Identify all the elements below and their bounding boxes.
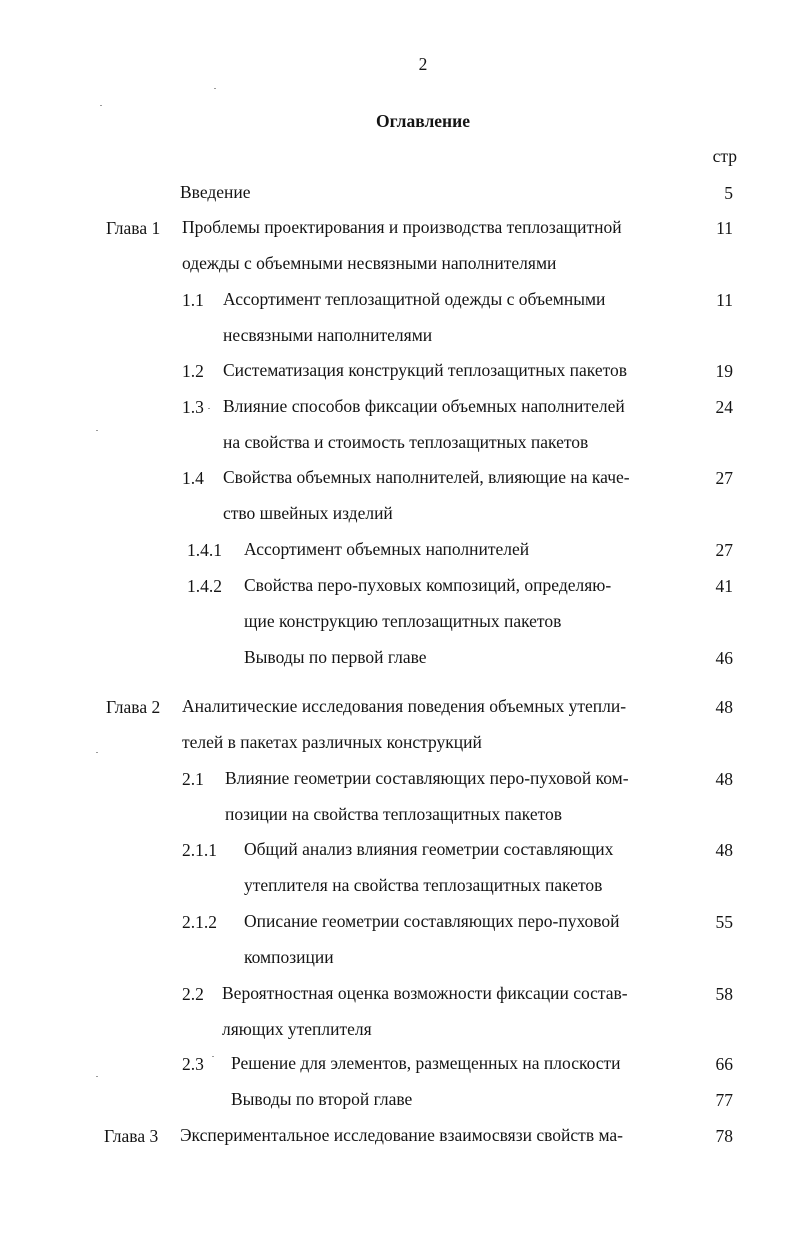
toc-entry-line: Проблемы проектирования и производства теплозащитной bbox=[182, 217, 622, 237]
toc-entry-line: Общий анализ влияния геометрии составляющих bbox=[244, 839, 614, 859]
toc-entry-line: Влияние геометрии составляющих перо-пуховой ком- bbox=[225, 768, 629, 788]
toc-entry-page: 48 bbox=[715, 697, 733, 717]
toc-entry-section-2-1-1 bbox=[0, 840, 793, 912]
toc-entry-text bbox=[244, 831, 613, 903]
scan-speck bbox=[212, 1056, 214, 1057]
toc-entry-label: 1.3 bbox=[182, 397, 204, 417]
scan-speck bbox=[214, 88, 216, 89]
toc-entry-line: Ассортимент объемных наполнителей bbox=[244, 539, 530, 559]
toc-entry-chapter-2 bbox=[0, 697, 793, 769]
scan-speck bbox=[96, 430, 98, 431]
toc-entry-line: на свойства и стоимость теплозащитных пакетов bbox=[223, 432, 589, 452]
toc-entry-line: Свойства объемных наполнителей, влияющие на каче- bbox=[223, 467, 630, 487]
toc-entry-text bbox=[182, 209, 622, 281]
toc-entry-section-2-1-2 bbox=[0, 912, 793, 984]
toc-entry-page: 11 bbox=[716, 290, 733, 310]
toc-entry-line: Описание геометрии составляющих перо-пуховой bbox=[244, 911, 620, 931]
toc-entry-page: 48 bbox=[715, 840, 733, 860]
toc-entry-text bbox=[182, 688, 626, 760]
toc-entry-line: Ассортимент теплозащитной одежды с объемными bbox=[223, 289, 606, 309]
toc-entry-page: 46 bbox=[715, 648, 733, 668]
toc-entry-chapter-3 bbox=[0, 1126, 793, 1162]
toc-entry-line: Влияние способов фиксации объемных наполнителей bbox=[223, 396, 625, 416]
toc-entry-line: Выводы по второй главе bbox=[231, 1089, 413, 1109]
toc-entry-text bbox=[223, 281, 605, 353]
toc-entry-text bbox=[244, 531, 529, 567]
toc-entry-line: Экспериментальное исследование взаимосвязи свойств ма- bbox=[180, 1125, 624, 1145]
toc-entry-line: щие конструкцию теплозащитных пакетов bbox=[244, 611, 562, 631]
toc-entry-label: 2.1.2 bbox=[182, 912, 217, 932]
toc-entry-label: 1.4.1 bbox=[187, 540, 222, 560]
toc-entry-text bbox=[180, 1117, 623, 1153]
toc-entry-label: 1.4.2 bbox=[187, 576, 222, 596]
toc-entry-line: ляющих утеплителя bbox=[222, 1019, 372, 1039]
toc-entry-line: Систематизация конструкций теплозащитных пакетов bbox=[223, 360, 628, 380]
toc-entry-text bbox=[244, 903, 620, 975]
scan-speck bbox=[96, 752, 98, 753]
scan-speck bbox=[208, 408, 210, 409]
toc-entry-text bbox=[223, 352, 627, 388]
toc-entry-chapter-1 bbox=[0, 218, 793, 290]
toc-entry-text bbox=[244, 567, 611, 639]
toc-entry-page: 11 bbox=[716, 218, 733, 238]
toc-entry-page: 58 bbox=[715, 984, 733, 1004]
toc-entry-text bbox=[225, 760, 629, 832]
toc-entry-label: 2.2 bbox=[182, 984, 204, 1004]
toc-entry-text bbox=[223, 459, 630, 531]
toc-entry-text bbox=[231, 1045, 621, 1081]
scan-speck bbox=[100, 105, 102, 106]
toc-entry-line: Аналитические исследования поведения объемных утепли- bbox=[182, 696, 627, 716]
toc-entry-line: Введение bbox=[180, 182, 251, 202]
toc-entry-line: Свойства перо-пуховых композиций, определяю- bbox=[244, 575, 612, 595]
toc-entry-label: 1.1 bbox=[182, 290, 204, 310]
toc-entry-text bbox=[244, 639, 427, 675]
toc-entry-page: 5 bbox=[724, 183, 733, 203]
toc-entry-line: Решение для элементов, размещенных на плоскости bbox=[231, 1053, 621, 1073]
toc-entry-line: утеплителя на свойства теплозащитных пакетов bbox=[244, 875, 603, 895]
toc-entry-text bbox=[222, 975, 628, 1047]
toc-entry-page: 24 bbox=[715, 397, 733, 417]
toc-entry-page: 48 bbox=[715, 769, 733, 789]
toc-entry-label: 1.2 bbox=[182, 361, 204, 381]
toc-entry-label: 1.4 bbox=[182, 468, 204, 488]
toc-entry-page: 77 bbox=[715, 1090, 733, 1110]
toc-entry-label: 2.3 bbox=[182, 1054, 204, 1074]
toc-title: Оглавление bbox=[376, 111, 470, 131]
toc-entry-section-1-4-2 bbox=[0, 576, 793, 648]
toc-entry-page: 66 bbox=[715, 1054, 733, 1074]
toc-entry-page: 41 bbox=[715, 576, 733, 596]
toc-entry-line: Вероятностная оценка возможности фиксации состав- bbox=[222, 983, 628, 1003]
toc-entry-page: 78 bbox=[715, 1126, 733, 1146]
toc-entry-line: телей в пакетах различных конструкций bbox=[182, 732, 482, 752]
toc-entry-page: 55 bbox=[715, 912, 733, 932]
toc-entry-label: Глава 2 bbox=[106, 697, 161, 717]
toc-entry-label: Глава 1 bbox=[106, 218, 161, 238]
toc-entry-line: ство швейных изделий bbox=[223, 503, 393, 523]
toc-entry-line: позиции на свойства теплозащитных пакетов bbox=[225, 804, 563, 824]
toc-entry-label: 2.1 bbox=[182, 769, 204, 789]
toc-entry-page: 19 bbox=[715, 361, 733, 381]
toc-entry-text bbox=[180, 174, 251, 210]
page-column-header: стр bbox=[712, 146, 737, 166]
toc-entry-text bbox=[231, 1081, 412, 1117]
toc-entry-conclusions-1 bbox=[0, 648, 793, 684]
page-number: 2 bbox=[418, 54, 428, 74]
toc-entry-label: 2.1.1 bbox=[182, 840, 217, 860]
toc-entry-section-1-4 bbox=[0, 468, 793, 540]
toc-entry-line: композиции bbox=[244, 947, 334, 967]
toc-entry-page: 27 bbox=[715, 468, 733, 488]
scan-speck bbox=[96, 1076, 98, 1077]
toc-entry-line: одежды с объемными несвязными наполнителями bbox=[182, 253, 557, 273]
toc-entry-text bbox=[223, 388, 625, 460]
toc-entry-label: Глава 3 bbox=[104, 1126, 159, 1146]
toc-entry-page: 27 bbox=[715, 540, 733, 560]
toc-entry-line: Выводы по первой главе bbox=[244, 647, 427, 667]
toc-entry-line: несвязными наполнителями bbox=[223, 325, 433, 345]
